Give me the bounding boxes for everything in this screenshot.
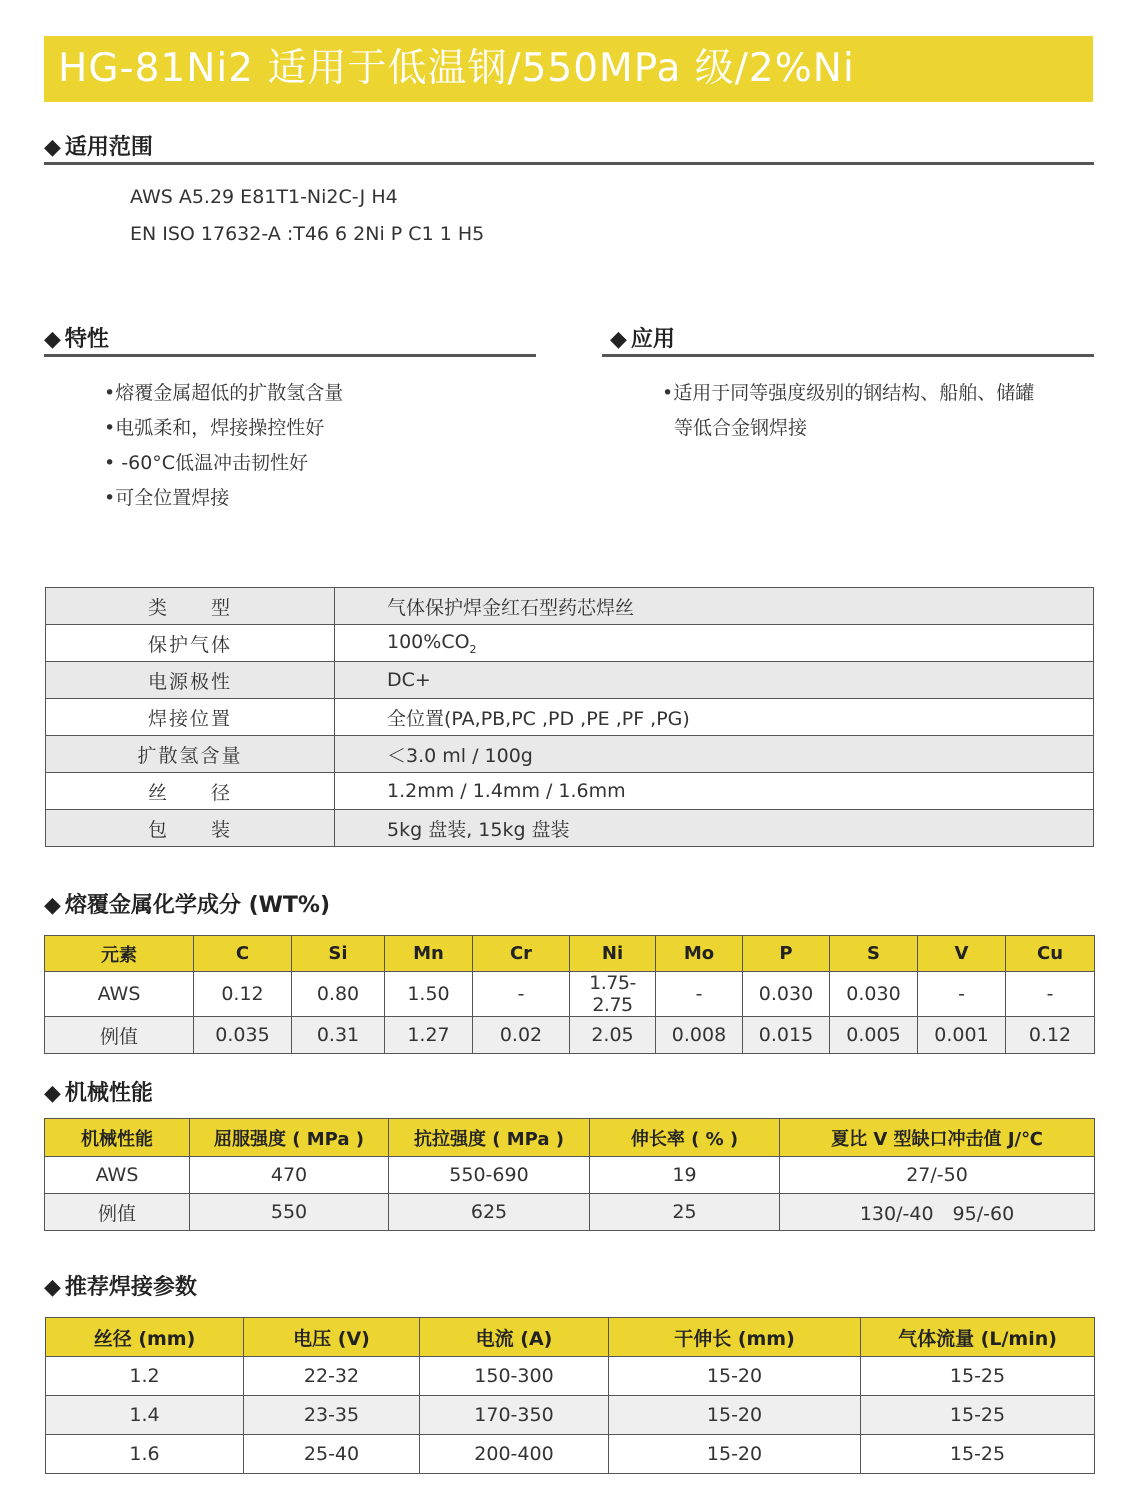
column-header: C [194, 936, 292, 972]
column-header: Mo [656, 936, 743, 972]
table-row [45, 1194, 1095, 1231]
column-header: 丝径 (mm) [46, 1318, 244, 1357]
spec-value: ＜3.0 ml / 100g [335, 736, 1094, 773]
section-divider [44, 354, 536, 357]
spec-value: $100\%CO_2$ [335, 625, 1094, 662]
diamond-bullet-icon: ◆ [44, 1081, 61, 1106]
spec-key: 包 装 [46, 810, 335, 847]
chemistry-table [44, 935, 1095, 1054]
table-cell: - [1006, 972, 1095, 1017]
spec-key: 保护气体 [46, 625, 335, 662]
table-cell: AWS [45, 1157, 190, 1194]
application-list [662, 376, 1034, 446]
diamond-bullet-icon: ◆ [44, 327, 61, 352]
table-cell: 0.030 [743, 972, 830, 1017]
table-cell: 25-40 [244, 1435, 420, 1474]
spec-key: 电源极性 [46, 662, 335, 699]
spec-key: 丝 径 [46, 773, 335, 810]
table-cell: 15-20 [609, 1396, 861, 1435]
diamond-bullet-icon: ◆ [610, 327, 627, 352]
table-cell: - [918, 972, 1006, 1017]
table-cell: 550 [190, 1194, 389, 1231]
features-list [104, 376, 343, 516]
column-header: 机械性能 [45, 1119, 190, 1157]
table-row [45, 1157, 1095, 1194]
table-row [45, 1017, 1095, 1054]
section-divider [602, 354, 1094, 357]
table-cell: 1.50 [385, 972, 473, 1017]
table-cell: 19 [590, 1157, 780, 1194]
table-cell: 1.4 [46, 1396, 244, 1435]
table-row [46, 662, 1094, 699]
column-header: V [918, 936, 1006, 972]
table-cell: 例值 [45, 1194, 190, 1231]
diamond-bullet-icon: ◆ [44, 893, 61, 918]
column-header: 电流 (A) [420, 1318, 609, 1357]
table-cell: 200-400 [420, 1435, 609, 1474]
column-header: 元素 [45, 936, 194, 972]
table-cell: 1.75-2.75 [570, 972, 656, 1017]
table-cell: 0.12 [194, 972, 292, 1017]
page-title: HG-81Ni2 适用于低温钢/550MPa 级/2%Ni [44, 36, 1093, 102]
table-cell: 0.035 [194, 1017, 292, 1054]
diamond-bullet-icon: ◆ [44, 1275, 61, 1300]
table-cell: 27/-50 [780, 1157, 1095, 1194]
spec-key: 扩散氢含量 [46, 736, 335, 773]
list-item: 等低合金钢焊接 [674, 417, 808, 439]
table-row [46, 1435, 1095, 1474]
list-item: • -60°C低温冲击韧性好 [104, 452, 309, 474]
table-cell: 1.27 [385, 1017, 473, 1054]
table-cell: 23-35 [244, 1396, 420, 1435]
spec-key: 焊接位置 [46, 699, 335, 736]
column-header: 气体流量 (L/min) [861, 1318, 1095, 1357]
table-cell: 470 [190, 1157, 389, 1194]
spec-value: 气体保护焊金红石型药芯焊丝 [335, 588, 1094, 625]
spec-table [45, 587, 1094, 847]
spec-value: DC+ [335, 662, 1094, 699]
mechanical-heading: ◆ 机械性能 [44, 1081, 153, 1106]
spec-value: 1.2mm / 1.4mm / 1.6mm [335, 773, 1094, 810]
table-cell: 0.008 [656, 1017, 743, 1054]
welding-table [45, 1317, 1095, 1474]
table-header-row [45, 1119, 1095, 1157]
table-cell: 1.6 [46, 1435, 244, 1474]
table-cell: 15-25 [861, 1396, 1095, 1435]
standard-en-iso: EN ISO 17632-A :T46 6 2Ni P C1 1 H5 [130, 223, 485, 245]
table-cell: 1.2 [46, 1357, 244, 1396]
table-cell: 150-300 [420, 1357, 609, 1396]
column-header: 屈服强度 ( MPa ) [190, 1119, 389, 1157]
table-cell: 15-20 [609, 1435, 861, 1474]
table-cell: 0.02 [473, 1017, 570, 1054]
section-divider [44, 162, 1094, 165]
table-cell: 0.030 [830, 972, 918, 1017]
table-cell: 22-32 [244, 1357, 420, 1396]
table-cell: 25 [590, 1194, 780, 1231]
column-header: 电压 (V) [244, 1318, 420, 1357]
spec-key: 类 型 [46, 588, 335, 625]
spec-value: 5kg 盘装, 15kg 盘装 [335, 810, 1094, 847]
column-header: Ni [570, 936, 656, 972]
table-cell: 0.31 [292, 1017, 385, 1054]
table-cell: 例值 [45, 1017, 194, 1054]
mechanical-table [44, 1118, 1095, 1231]
table-row [46, 1396, 1095, 1435]
table-cell: 130/-40 95/-60 [780, 1194, 1095, 1231]
table-row [46, 699, 1094, 736]
table-header-row [46, 1318, 1095, 1357]
column-header: Mn [385, 936, 473, 972]
list-item: •电弧柔和，焊接操控性好 [104, 417, 325, 439]
chemistry-heading: ◆ 熔覆金属化学成分 (WT%) [44, 893, 331, 918]
table-cell: 2.05 [570, 1017, 656, 1054]
standard-aws: AWS A5.29 E81T1-Ni2C-J H4 [130, 186, 398, 208]
column-header: P [743, 936, 830, 972]
table-cell: 170-350 [420, 1396, 609, 1435]
column-header: 干伸长 (mm) [609, 1318, 861, 1357]
column-header: 夏比 V 型缺口冲击值 J/℃ [780, 1119, 1095, 1157]
table-row [46, 773, 1094, 810]
table-row [46, 588, 1094, 625]
table-cell: 15-25 [861, 1435, 1095, 1474]
table-cell: 550-690 [389, 1157, 590, 1194]
column-header: Cu [1006, 936, 1095, 972]
table-cell: 0.015 [743, 1017, 830, 1054]
table-row [46, 810, 1094, 847]
table-row [46, 1357, 1095, 1396]
features-heading: ◆ 特性 [44, 327, 109, 352]
welding-heading: ◆ 推荐焊接参数 [44, 1275, 197, 1300]
list-item: •可全位置焊接 [104, 487, 230, 509]
table-cell: 15-25 [861, 1357, 1095, 1396]
application-heading: ◆ 应用 [610, 327, 675, 352]
table-cell: 0.80 [292, 972, 385, 1017]
column-header: 抗拉强度 ( MPa ) [389, 1119, 590, 1157]
table-row [46, 736, 1094, 773]
table-header-row [45, 936, 1095, 972]
table-cell: 0.001 [918, 1017, 1006, 1054]
table-row [45, 972, 1095, 1017]
table-cell: 0.12 [1006, 1017, 1095, 1054]
table-row [46, 625, 1094, 662]
column-header: 伸长率 ( % ) [590, 1119, 780, 1157]
table-cell: AWS [45, 972, 194, 1017]
column-header: Si [292, 936, 385, 972]
spec-value: 全位置(PA,PB,PC ,PD ,PE ,PF ,PG) [335, 699, 1094, 736]
column-header: S [830, 936, 918, 972]
table-cell: - [656, 972, 743, 1017]
table-cell: 625 [389, 1194, 590, 1231]
list-item: •熔覆金属超低的扩散氢含量 [104, 382, 344, 404]
list-item: •适用于同等强度级别的钢结构、船舶、储罐 [662, 382, 1035, 404]
scope-heading: ◆ 适用范围 [44, 135, 153, 160]
table-cell: 15-20 [609, 1357, 861, 1396]
column-header: Cr [473, 936, 570, 972]
diamond-bullet-icon: ◆ [44, 135, 61, 160]
table-cell: - [473, 972, 570, 1017]
table-cell: 0.005 [830, 1017, 918, 1054]
